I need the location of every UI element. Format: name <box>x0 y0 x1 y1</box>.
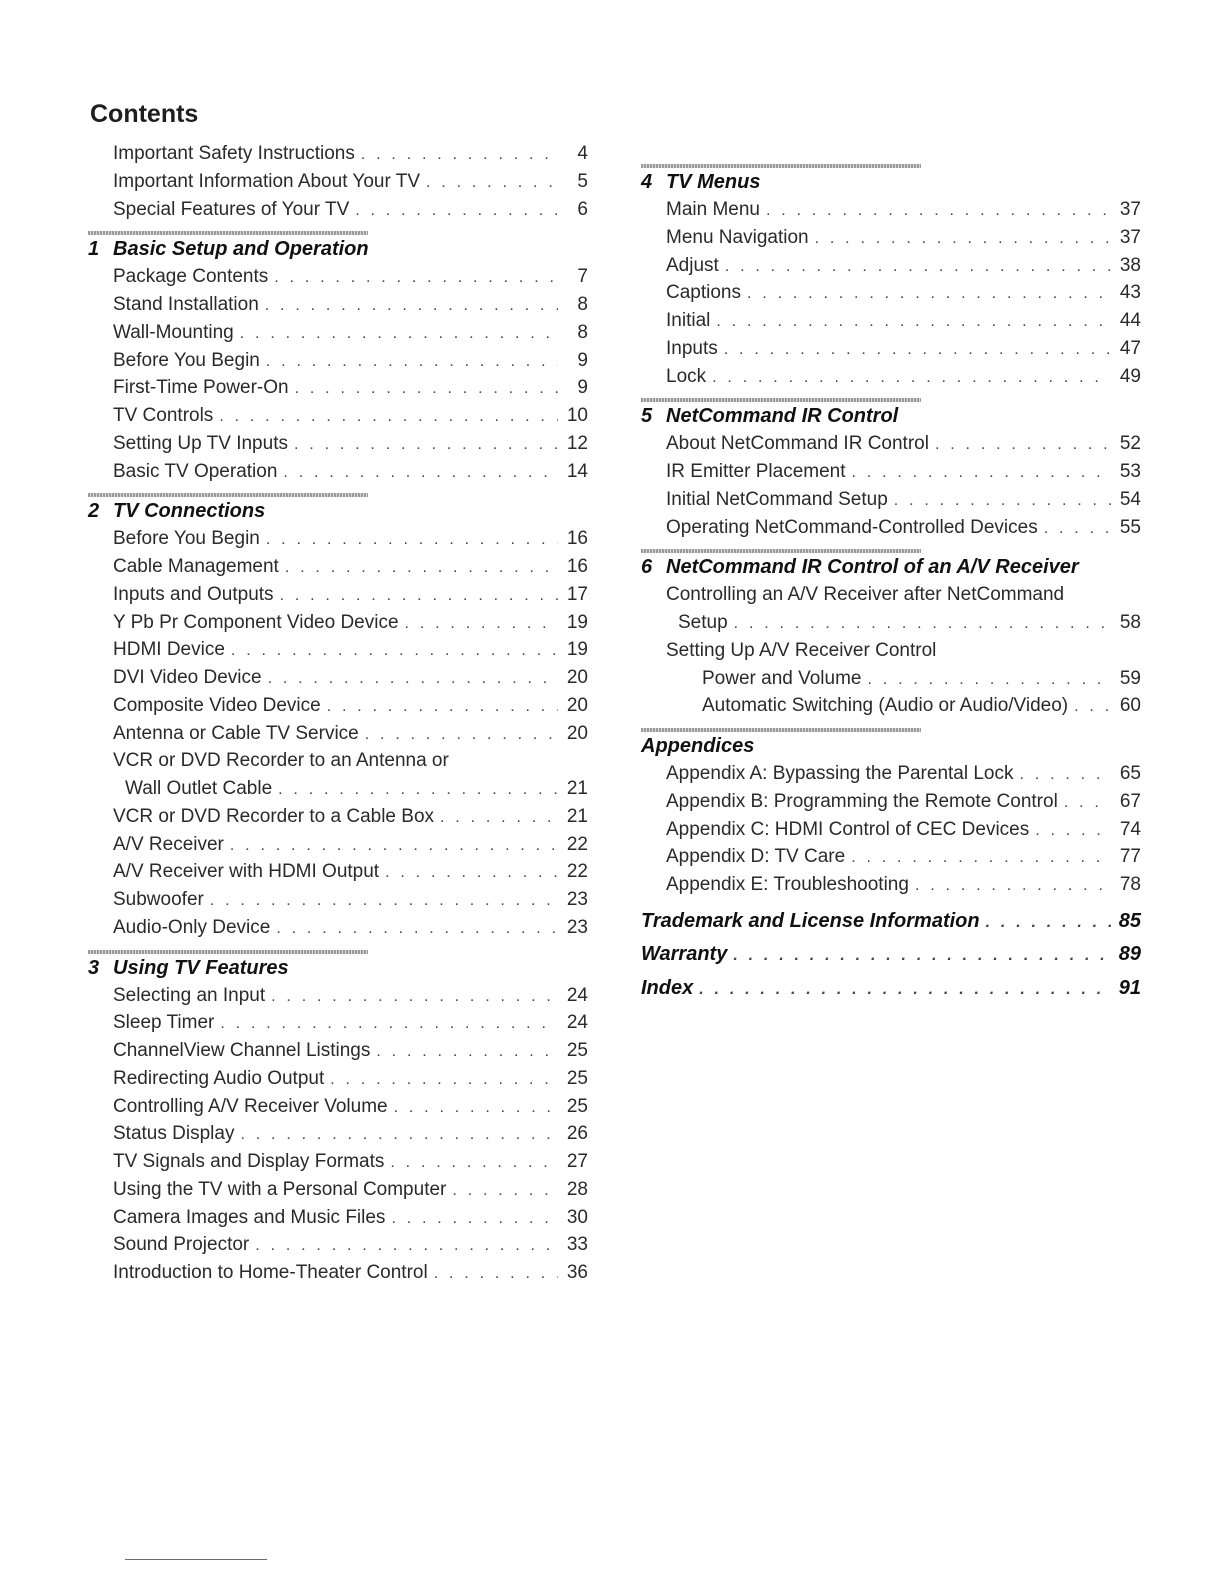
toc-entry[interactable] <box>88 291 588 319</box>
toc-entry-label: Controlling an A/V Receiver after NetCommand <box>666 584 1065 606</box>
toc-page-number: 60 <box>1119 695 1141 717</box>
toc-entry-label: Captions <box>666 282 741 304</box>
toc-page-number: 20 <box>566 694 588 716</box>
dot-leader <box>283 459 558 487</box>
toc-entry[interactable] <box>641 972 1141 1006</box>
toc-entry[interactable] <box>641 363 1141 391</box>
section-title: TV Menus <box>666 171 761 193</box>
toc-entry-label: Appendix D: TV Care <box>666 846 846 868</box>
dot-leader <box>894 487 1111 515</box>
toc-entry-label: Warranty <box>641 943 728 966</box>
dot-leader <box>266 348 558 376</box>
toc-page-number: 20 <box>566 667 588 688</box>
toc-page-number: 85 <box>1118 909 1141 932</box>
toc-page-number: 6 <box>577 198 588 220</box>
dot-leader <box>852 459 1112 487</box>
toc-entry[interactable] <box>88 263 588 291</box>
toc-entry[interactable] <box>88 1148 588 1176</box>
toc-page-number: 21 <box>566 805 588 827</box>
toc-page-number: 65 <box>1119 763 1141 784</box>
dot-leader <box>355 197 558 225</box>
toc-entry[interactable] <box>88 553 588 581</box>
toc-page-number: 38 <box>1119 254 1141 276</box>
dot-leader <box>915 872 1111 900</box>
toc-page-number: 16 <box>566 556 588 577</box>
toc-entry-label: Initial NetCommand Setup <box>666 488 888 510</box>
toc-entry-label: Setup <box>678 612 728 633</box>
toc-entry-label: DVI Video Device <box>113 667 262 688</box>
toc-back-matter <box>641 905 1141 1006</box>
toc-entry-label: VCR or DVD Recorder to a Cable Box <box>113 805 435 827</box>
dot-leader <box>1044 515 1111 543</box>
toc-entry-label: Power and Volume <box>702 667 862 689</box>
toc-entry-label: Appendix B: Programming the Remote Control <box>666 790 1058 812</box>
toc-entry[interactable] <box>88 1120 588 1148</box>
toc-entry[interactable] <box>88 1204 588 1232</box>
dot-leader <box>295 375 558 403</box>
section-number: 6 <box>641 556 653 579</box>
toc-page-number: 43 <box>1119 282 1141 304</box>
toc-entry[interactable] <box>641 905 1141 939</box>
page-title: Contents <box>90 100 199 128</box>
toc-page-number: 25 <box>566 1040 588 1061</box>
toc-entry[interactable] <box>641 871 1141 899</box>
dot-leader <box>1064 789 1111 817</box>
toc-page-number: 78 <box>1119 874 1141 895</box>
toc-entry-label: Controlling A/V Receiver Volume <box>113 1095 388 1117</box>
toc-page-number: 23 <box>566 889 588 910</box>
dot-leader <box>285 554 558 582</box>
dot-leader <box>391 1205 558 1233</box>
dot-leader <box>274 264 558 292</box>
dot-leader <box>716 308 1111 336</box>
toc-entry[interactable] <box>88 914 588 942</box>
toc-entry-label: Appendix E: Troubleshooting <box>666 874 909 895</box>
toc-entry[interactable] <box>88 458 588 486</box>
toc-page-number: 49 <box>1119 365 1141 387</box>
toc-page-number: 9 <box>577 349 588 371</box>
dot-leader <box>230 832 558 860</box>
toc-page-number: 8 <box>577 321 588 343</box>
toc-page-number: 16 <box>566 528 588 550</box>
dot-leader <box>394 1094 558 1122</box>
toc-entry[interactable] <box>88 982 588 1010</box>
section-title: TV Connections <box>113 500 266 523</box>
toc-entry[interactable] <box>88 1259 588 1287</box>
toc-page-number: 30 <box>566 1206 588 1228</box>
dot-leader <box>405 610 558 638</box>
toc-page-number: 12 <box>566 432 588 454</box>
toc-entry[interactable] <box>641 224 1141 252</box>
toc-entry[interactable] <box>641 486 1141 514</box>
toc-page-number: 23 <box>566 916 588 938</box>
toc-entry[interactable] <box>88 692 588 720</box>
section-heading[interactable] <box>641 402 1141 430</box>
dot-leader <box>699 973 1111 1007</box>
toc-entry[interactable] <box>88 1037 588 1065</box>
contents-column-left <box>88 140 588 1287</box>
toc-page-number: 89 <box>1118 943 1141 966</box>
toc-entry-label: Lock <box>666 365 707 387</box>
toc-entry[interactable] <box>88 803 588 831</box>
toc-page-number: 24 <box>566 984 588 1006</box>
toc-page-number: 52 <box>1119 433 1141 455</box>
dot-leader <box>390 1149 558 1177</box>
toc-entry-label: Y Pb Pr Component Video Device <box>113 611 399 633</box>
toc-page-number: 22 <box>566 861 588 883</box>
toc-entry-label: Introduction to Home-Theater Control <box>113 1262 428 1283</box>
toc-page-number: 8 <box>577 294 588 315</box>
toc-entry-label: Antenna or Cable TV Service <box>113 722 359 744</box>
toc-entry-label: Important Safety Instructions <box>113 143 355 164</box>
dot-leader <box>266 526 558 554</box>
toc-entry-label: Before You Begin <box>113 349 260 371</box>
dot-leader <box>278 776 558 804</box>
toc-page-number: 10 <box>566 405 588 426</box>
toc-entry-label: Important Information About Your TV <box>113 170 421 192</box>
toc-entry[interactable] <box>88 831 588 859</box>
toc-page-number: 37 <box>1119 199 1141 220</box>
toc-entry-label: Inputs <box>666 337 718 359</box>
toc-entry[interactable] <box>641 788 1141 816</box>
dot-leader <box>434 1260 558 1288</box>
toc-entry-label: Wall-Mounting <box>113 321 234 343</box>
toc-entry-label: TV Signals and Display Formats <box>113 1151 385 1172</box>
toc-entry[interactable] <box>88 525 588 553</box>
toc-page-number: 74 <box>1119 818 1141 840</box>
toc-entry-label: TV Controls <box>113 405 214 426</box>
section-number: 2 <box>88 500 100 523</box>
section-heading[interactable] <box>641 732 1141 760</box>
toc-entry-label: Index <box>641 976 694 999</box>
toc-entry-label: VCR or DVD Recorder to an Antenna or <box>113 750 449 772</box>
toc-page-number: 19 <box>566 611 588 633</box>
toc-entry[interactable] <box>88 1176 588 1204</box>
dot-leader <box>426 169 558 197</box>
toc-entry[interactable] <box>88 1231 588 1259</box>
toc-section <box>641 728 1141 899</box>
toc-entry-label: HDMI Device <box>113 639 225 661</box>
dot-leader <box>766 197 1111 225</box>
toc-entry-label: Redirecting Audio Output <box>113 1067 325 1089</box>
section-title: Appendices <box>641 735 755 757</box>
dot-leader <box>327 693 558 721</box>
toc-entry[interactable] <box>641 760 1141 788</box>
dot-leader <box>361 141 558 169</box>
dot-leader <box>725 253 1111 281</box>
toc-page-number: 28 <box>566 1178 588 1200</box>
toc-page-number: 27 <box>566 1151 588 1172</box>
toc-entry[interactable] <box>88 747 588 775</box>
toc-entry[interactable] <box>88 168 588 196</box>
toc-entry[interactable] <box>641 843 1141 871</box>
section-title: Using TV Features <box>113 956 289 979</box>
toc-page-number: 7 <box>577 266 588 288</box>
toc-entry[interactable] <box>88 664 588 692</box>
toc-entry-label: Wall Outlet Cable <box>125 778 273 799</box>
dot-leader <box>712 364 1111 392</box>
toc-entry-label: About NetCommand IR Control <box>666 433 929 455</box>
toc-entry[interactable] <box>88 140 588 168</box>
toc-page-number: 26 <box>566 1123 588 1145</box>
toc-entry-label: A/V Receiver <box>113 833 224 855</box>
dot-leader <box>452 1177 558 1205</box>
toc-page-number: 14 <box>566 460 588 482</box>
dot-leader <box>294 431 558 459</box>
footer-rule <box>125 1559 267 1560</box>
toc-entry-label: A/V Receiver with HDMI Output <box>113 861 380 883</box>
dot-leader <box>440 804 558 832</box>
toc-page-number: 9 <box>577 377 588 399</box>
section-heading[interactable] <box>88 954 588 982</box>
toc-entry-label: Subwoofer <box>113 889 204 910</box>
section-heading[interactable] <box>88 497 588 525</box>
toc-page-number: 4 <box>577 143 588 164</box>
toc-page-number: 47 <box>1119 337 1141 359</box>
section-number: 5 <box>641 405 653 428</box>
dot-leader <box>986 906 1111 940</box>
toc-page-number: 37 <box>1119 226 1141 248</box>
toc-page-number: 17 <box>566 583 588 605</box>
section-title: NetCommand IR Control <box>666 405 899 428</box>
dot-leader <box>265 292 558 320</box>
toc-entry-label: Sleep Timer <box>113 1012 215 1034</box>
toc-entry-label: Cable Management <box>113 556 279 577</box>
section-number: 4 <box>641 171 653 193</box>
dot-leader <box>231 637 558 665</box>
toc-entry[interactable] <box>88 430 588 458</box>
dot-leader <box>734 610 1111 638</box>
toc-entry-label: Menu Navigation <box>666 226 809 248</box>
section-number: 1 <box>88 238 100 261</box>
toc-entry-label: Automatic Switching (Audio or Audio/Video) <box>702 695 1069 717</box>
toc-page-number: 53 <box>1119 461 1141 482</box>
toc-entry-label: ChannelView Channel Listings <box>113 1040 371 1061</box>
toc-entry[interactable] <box>88 319 588 347</box>
toc-page-number: 77 <box>1119 846 1141 868</box>
dot-leader <box>330 1066 558 1094</box>
toc-page-number: 33 <box>566 1234 588 1256</box>
dot-leader <box>276 915 558 943</box>
toc-page-number: 91 <box>1118 976 1141 999</box>
toc-entry[interactable] <box>88 402 588 430</box>
toc-page-number: 59 <box>1119 667 1141 689</box>
toc-entry[interactable] <box>641 279 1141 307</box>
toc-entry[interactable] <box>641 252 1141 280</box>
toc-page-number: 58 <box>1119 612 1141 633</box>
toc-section <box>88 493 588 941</box>
toc-section <box>641 398 1141 541</box>
dot-leader <box>1035 817 1111 845</box>
dot-leader <box>240 1121 558 1149</box>
toc-section <box>641 549 1141 720</box>
toc-page-number: 44 <box>1119 310 1141 331</box>
toc-entry[interactable] <box>88 581 588 609</box>
toc-entry[interactable] <box>88 886 588 914</box>
dot-leader <box>240 320 558 348</box>
toc-entry-label: Sound Projector <box>113 1234 250 1256</box>
toc-entry-label: Adjust <box>666 254 719 276</box>
toc-page-number: 54 <box>1119 488 1141 510</box>
toc-page-number: 25 <box>566 1067 588 1089</box>
dot-leader <box>268 665 558 693</box>
toc-page-number: 25 <box>566 1095 588 1117</box>
section-title: NetCommand IR Control of an A/V Receiver <box>666 556 1079 579</box>
toc-entry-label: Selecting an Input <box>113 984 266 1006</box>
toc-entry[interactable] <box>641 514 1141 542</box>
section-number: 3 <box>88 956 100 979</box>
toc-entry[interactable] <box>641 458 1141 486</box>
dot-leader <box>280 582 558 610</box>
dot-leader <box>1074 693 1111 721</box>
contents-column-right <box>641 158 1141 1005</box>
toc-entry[interactable] <box>88 347 588 375</box>
dot-leader <box>271 983 558 1011</box>
toc-entry[interactable] <box>641 816 1141 844</box>
toc-entry[interactable] <box>641 581 1141 609</box>
dot-leader <box>385 859 558 887</box>
toc-entry-label: Camera Images and Music Files <box>113 1206 386 1228</box>
toc-entry-label: First-Time Power-On <box>113 377 289 399</box>
dot-leader <box>851 844 1111 872</box>
toc-entry-label: Initial <box>666 310 711 331</box>
toc-entry-label: Operating NetCommand-Controlled Devices <box>666 516 1038 538</box>
toc-entry-label: Trademark and License Information <box>641 909 980 932</box>
toc-page-number: 21 <box>566 778 588 799</box>
toc-entry-label: Before You Begin <box>113 528 260 550</box>
dot-leader <box>365 721 558 749</box>
toc-entry[interactable] <box>88 1065 588 1093</box>
dot-leader <box>219 403 558 431</box>
toc-entry-label: Main Menu <box>666 199 760 220</box>
dot-leader <box>210 887 558 915</box>
toc-entry-label: IR Emitter Placement <box>666 461 846 482</box>
toc-entry[interactable] <box>88 196 588 224</box>
dot-leader <box>815 225 1111 253</box>
toc-entry-label: Stand Installation <box>113 294 259 315</box>
toc-entry-label: Composite Video Device <box>113 694 321 716</box>
toc-page-number: 24 <box>566 1012 588 1034</box>
dot-leader <box>1020 761 1111 789</box>
toc-entry[interactable] <box>88 1093 588 1121</box>
toc-entry[interactable] <box>641 307 1141 335</box>
toc-entry-label: Appendix C: HDMI Control of CEC Devices <box>666 818 1030 840</box>
toc-entry[interactable] <box>88 609 588 637</box>
toc-page-number: 19 <box>566 639 588 661</box>
toc-entry-label: Setting Up A/V Receiver Control <box>666 639 937 661</box>
dot-leader <box>935 431 1111 459</box>
toc-section <box>88 950 588 1287</box>
toc-entry[interactable] <box>88 374 588 402</box>
section-heading[interactable] <box>88 235 588 263</box>
toc-entry[interactable] <box>641 196 1141 224</box>
toc-page-number: 55 <box>1119 516 1141 538</box>
toc-entry[interactable] <box>641 430 1141 458</box>
toc-page-number: 20 <box>566 722 588 744</box>
toc-entry-label: Special Features of Your TV <box>113 198 350 220</box>
toc-entry[interactable] <box>88 1009 588 1037</box>
section-title: Basic Setup and Operation <box>113 238 369 261</box>
toc-entry-label: Appendix A: Bypassing the Parental Lock <box>666 763 1014 784</box>
toc-entry[interactable] <box>88 720 588 748</box>
toc-entry-label: Setting Up TV Inputs <box>113 432 288 454</box>
toc-page-number: 36 <box>566 1262 588 1283</box>
toc-entry[interactable] <box>88 636 588 664</box>
section-heading[interactable] <box>641 168 1141 196</box>
toc-entry[interactable] <box>641 335 1141 363</box>
toc-entry[interactable] <box>641 665 1141 693</box>
toc-page-number: 67 <box>1119 790 1141 812</box>
dot-leader <box>868 666 1112 694</box>
toc-entry[interactable] <box>88 858 588 886</box>
toc-entry[interactable] <box>641 692 1141 720</box>
dot-leader <box>376 1038 558 1066</box>
toc-entry[interactable] <box>641 609 1141 637</box>
toc-section <box>641 164 1141 390</box>
dot-leader <box>747 280 1111 308</box>
dot-leader <box>733 939 1111 973</box>
toc-entry-label: Inputs and Outputs <box>113 583 274 605</box>
dot-leader <box>255 1232 558 1260</box>
toc-entry-label: Audio-Only Device <box>113 916 271 938</box>
toc-entry-label: Basic TV Operation <box>113 460 278 482</box>
toc-entry[interactable] <box>88 775 588 803</box>
dot-leader <box>724 336 1111 364</box>
dot-leader <box>220 1010 558 1038</box>
toc-page-number: 22 <box>566 833 588 855</box>
toc-section <box>88 231 588 485</box>
toc-entry-label: Status Display <box>113 1123 235 1145</box>
section-heading[interactable] <box>641 553 1141 581</box>
toc-entry[interactable] <box>641 637 1141 665</box>
toc-entry-label: Package Contents <box>113 266 269 288</box>
toc-page-number: 5 <box>577 170 588 192</box>
toc-entry[interactable] <box>641 938 1141 972</box>
toc-entry-label: Using the TV with a Personal Computer <box>113 1178 447 1200</box>
